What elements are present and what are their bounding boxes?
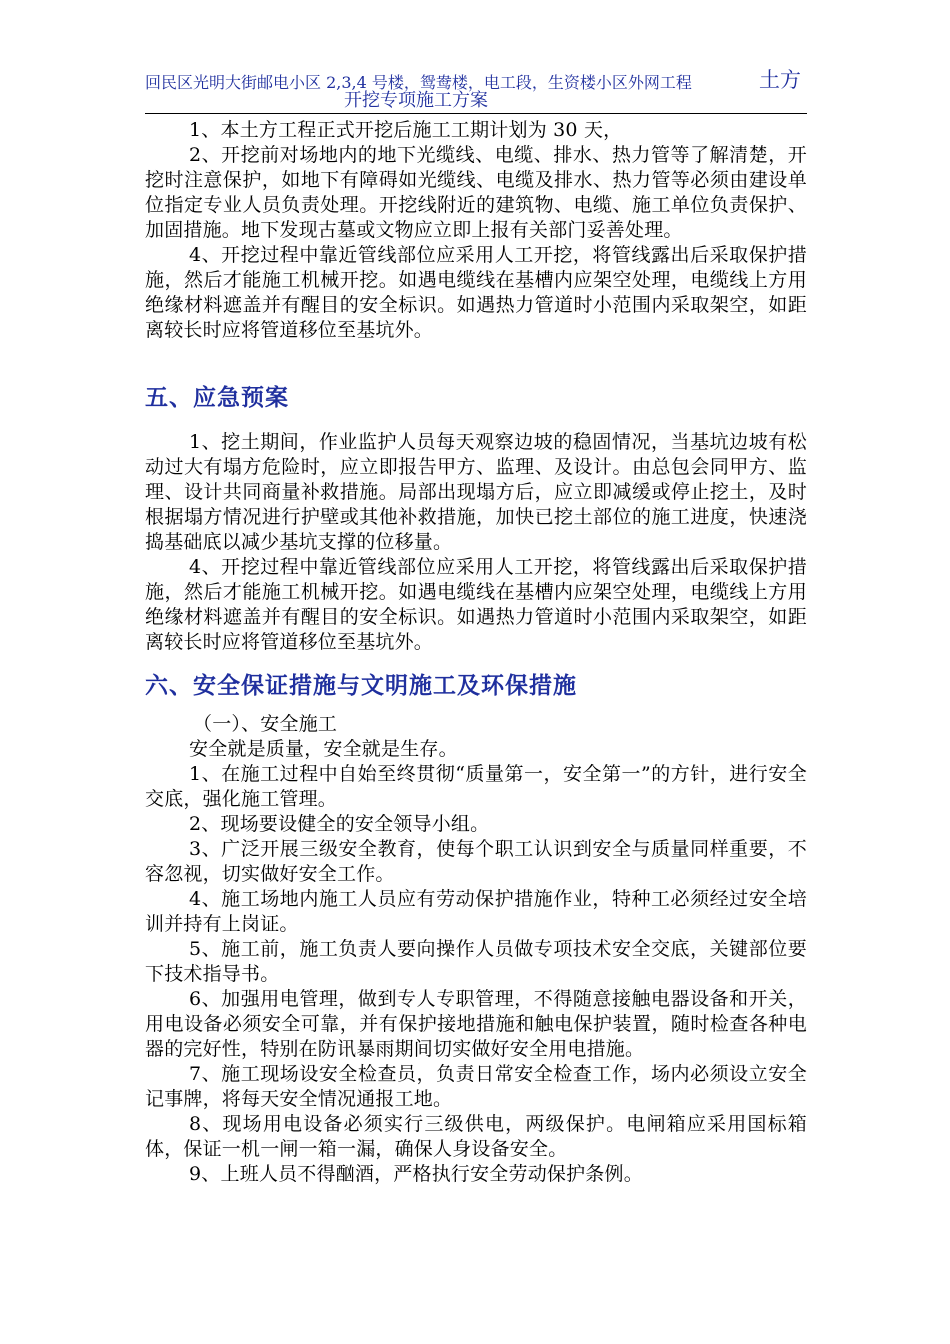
intro-paragraph-3: 4、开挖过程中靠近管线部位应采用人工开挖，将管线露出后采取保护措施，然后才能施工机械开挖。如遇电缆线在基槽内应架空处理，电缆线上方用绝缘材料遮盖并有醒目的安全标识。如遇热力管道时小范围内采取架空，如距离较长时应将管道移位至基坑外。	[145, 244, 807, 341]
section-6-heading: 六、安全保证措施与文明施工及环保措施	[145, 673, 577, 699]
header-project-name: 回民区光明大街邮电小区 2,3,4 号楼，鸳鸯楼，电工段，生资楼小区外网工程	[145, 73, 692, 92]
section-6-paragraph: 9、上班人员不得酗酒，严格执行安全劳动保护条例。	[189, 1163, 643, 1185]
section-5-paragraph-1: 1、挖土期间，作业监护人员每天观察边坡的稳固情况，当基坑边坡有松动过大有塌方危险时，应立即报告甲方、监理、及设计。由总包会同甲方、监理、设计共同商量补救措施。局部出现塌方后，应立即减缓或停止挖土，及时根据塌方情况进行护壁或其他补救措施，加快已挖土部位的施工进度，快速浇捣基础底以减少基坑支撑的位移量。	[145, 431, 807, 553]
section-6-paragraph: 2、现场要设健全的安全领导小组。	[189, 813, 490, 835]
intro-paragraph-1: 1、本土方工程正式开挖后施工工期计划为 30 天，	[189, 119, 623, 141]
section-6-paragraph: 安全就是质量，安全就是生存。	[189, 738, 458, 760]
section-6-paragraph: 3、广泛开展三级安全教育，使每个职工认识到安全与质量同样重要，不容忽视，切实做好安全工作。	[145, 838, 807, 885]
page-header	[145, 62, 807, 90]
section-5-heading: 五、应急预案	[145, 385, 289, 411]
section-5-paragraph-2: 4、开挖过程中靠近管线部位应采用人工开挖，将管线露出后采取保护措施，然后才能施工机械开挖。如遇电缆线在基槽内应架空处理，电缆线上方用绝缘材料遮盖并有醒目的安全标识。如遇热力管道时小范围内采取架空，如距离较长时应将管道移位至基坑外。	[145, 556, 807, 653]
section-6-paragraph: 6、加强用电管理，做到专人专职管理，不得随意接触电器设备和开关，用电设备必须安全可靠，并有保护接地措施和触电保护装置，随时检查各种电器的完好性，特别在防讯暴雨期间切实做好安全用电措施。	[145, 988, 807, 1060]
section-6-paragraph: 8、现场用电设备必须实行三级供电，两级保护。电闸箱应采用国标箱体，保证一机一闸一箱一漏，确保人身设备安全。	[145, 1113, 807, 1160]
header-title: 开挖专项施工方案	[344, 90, 488, 111]
section-6-paragraph: 5、施工前，施工负责人要向操作人员做专项技术安全交底，关键部位要下技术指导书。	[145, 938, 807, 985]
intro-paragraph-2: 2、开挖前对场地内的地下光缆线、电缆、排水、热力管等了解清楚，开挖时注意保护，如地下有障碍如光缆线、电缆及排水、热力管等必须由建设单位指定专业人员负责处理。开挖线附近的建筑物、电缆、施工单位负责保护、加固措施。地下发现古墓或文物应立即上报有关部门妥善处理。	[145, 144, 807, 241]
section-6-subheading: （一）、安全施工	[193, 713, 338, 735]
section-6-paragraph: 4、施工场地内施工人员应有劳动保护措施作业，特种工必须经过安全培训并持有上岗证。	[145, 888, 807, 935]
section-6-paragraph: 1、在施工过程中自始至终贯彻“质量第一，安全第一”的方针，进行安全交底，强化施工管理。	[145, 763, 807, 810]
section-6-paragraph: 7、施工现场设安全检查员，负责日常安全检查工作，场内必须设立安全记事牌，将每天安全情况通报工地。	[145, 1063, 807, 1110]
header-topic: 土方	[759, 68, 801, 92]
document-page	[145, 62, 807, 1187]
